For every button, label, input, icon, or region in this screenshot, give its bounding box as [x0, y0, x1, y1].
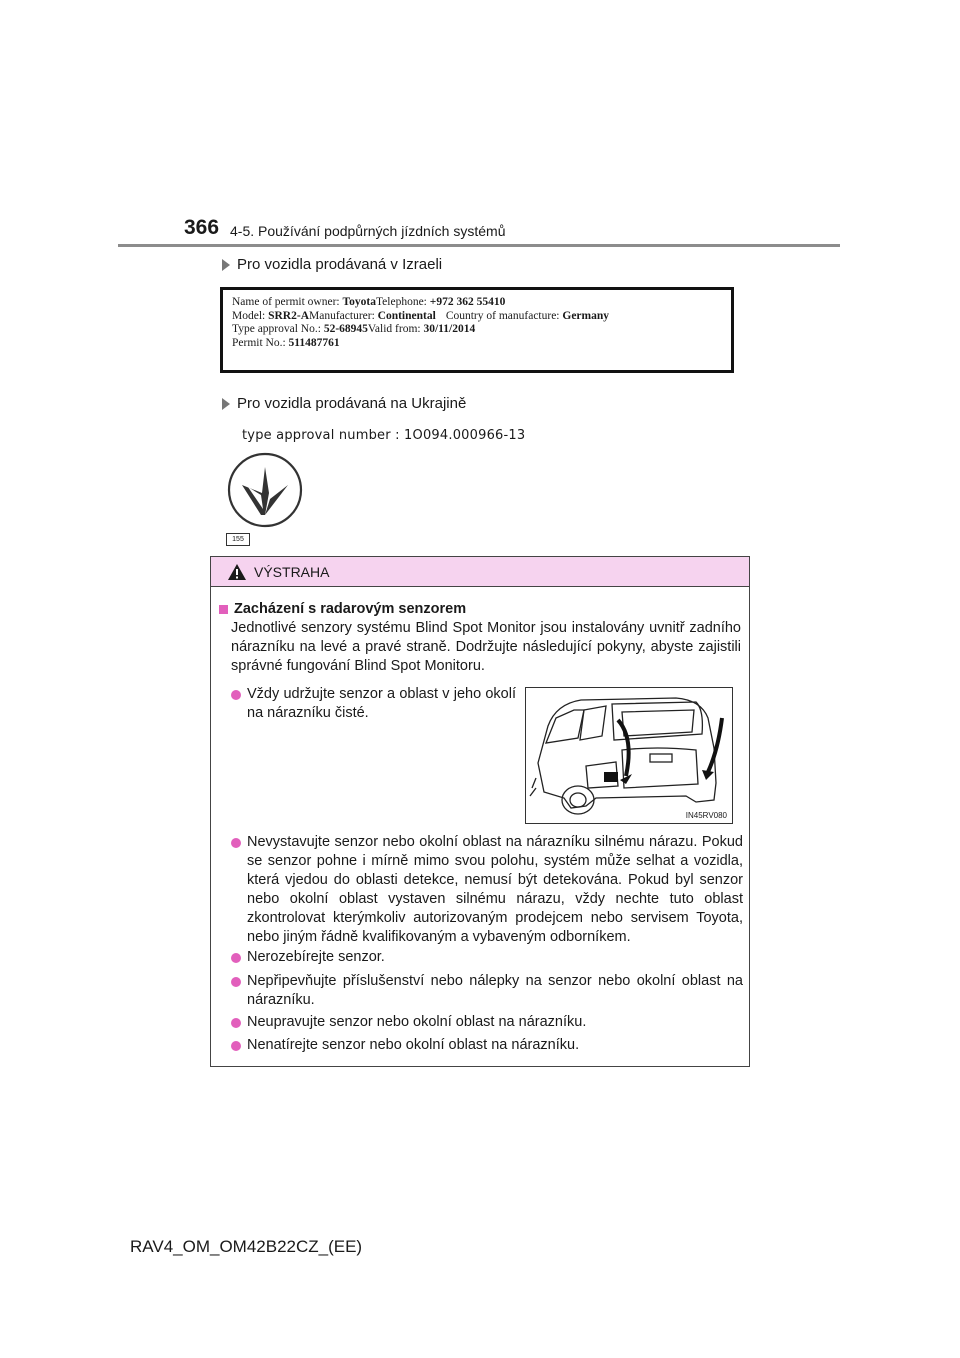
permit-line-2 [232, 310, 722, 324]
square-bullet-icon [219, 605, 228, 614]
circle-bullet-icon [231, 1018, 241, 1028]
bullet-text: Nenatírejte senzor nebo okolní oblast na nárazníku. [247, 1037, 580, 1053]
israel-heading-text: Pro vozidla prodávaná v Izraeli [237, 256, 443, 273]
document-code: RAV4_OM_OM42B22CZ_(EE) [130, 1237, 363, 1256]
manufacturer-label: Manufacturer: [309, 309, 378, 322]
ukraine-heading-text: Pro vozidla prodávaná na Ukrajině [237, 395, 467, 412]
bullet-text: Neupravujte senzor nebo okolní oblast na nárazníku. [247, 1014, 587, 1030]
permit-line-1 [232, 296, 722, 310]
list-item [231, 685, 516, 723]
header-divider [118, 244, 840, 247]
circle-bullet-icon [231, 690, 241, 700]
suv-rear-illustration [526, 688, 732, 823]
ukraine-approval-number: type approval number : 1O094.000966-13 [242, 428, 526, 443]
bullet-text: Nepřipevňujte příslušenství nebo nálepky na senzor nebo okolní oblast na nárazníku. [247, 973, 743, 1008]
permit-line-4 [232, 337, 722, 351]
arrow-right-icon [222, 259, 230, 271]
israel-permit-label [220, 287, 734, 373]
country-value: Germany [562, 309, 610, 322]
ukrsepro-certification-mark-icon [226, 451, 304, 529]
list-item [231, 1036, 743, 1055]
israel-heading [222, 256, 442, 273]
circle-bullet-icon [231, 838, 241, 848]
model-value: SRR2-A [268, 309, 309, 322]
country-label: Country of manufacture: [445, 309, 563, 322]
permit-no-label: Permit No.: [232, 336, 289, 349]
warning-header [211, 557, 749, 587]
warning-label: VÝSTRAHA [254, 564, 330, 580]
circle-bullet-icon [231, 953, 241, 963]
valid-from-value: 30/11/2014 [423, 323, 476, 335]
rear-bumper-sensor-figure [525, 687, 733, 824]
page-number: 366 [184, 216, 220, 239]
circle-bullet-icon [231, 1041, 241, 1051]
warning-triangle-icon [227, 563, 247, 581]
telephone-value: +972 362 55410 [429, 296, 506, 308]
warning-box [210, 556, 750, 1067]
permit-owner-value: Toyota [342, 296, 376, 308]
warning-intro: Jednotlivé senzory systému Blind Spot Monitor jsou instalovány uvnitř zadního nárazníku na levé a pravé straně. Dodržujte následující pokyny, abyste zajistili správné fungování Blind Spot Monitoru. [231, 620, 741, 674]
bullet-text: Vždy udržujte senzor a oblast v jeho okolí na nárazníku čisté. [247, 686, 516, 721]
section-title: 4-5. Používání podpůrných jízdních systémů [230, 223, 506, 239]
circle-bullet-icon [231, 977, 241, 987]
permit-no-value: 511487761 [288, 336, 340, 349]
bullet-text: Nevystavujte senzor nebo okolní oblast na nárazníku silnému nárazu. Pokud se senzor pohne i mírně mimo svou polohu, systém může selhat a vozidla, která vjedou do oblasti detekce, nemusí být detekována. Pokud byl senzor nebo okolní oblast vystaven silnému nárazu, vždy nechte tuto oblast zkontrolovat kterýmkoliv autorizovaným prodejcem nebo servisem Toyota, nebo jiným řádně kvalifikovaným a vybaveným odborníkem. [247, 834, 743, 945]
permit-owner-label: Name of permit owner: [232, 296, 343, 308]
list-item [231, 948, 743, 967]
list-item [231, 833, 743, 947]
ukraine-heading [222, 395, 466, 412]
manufacturer-value: Continental [377, 309, 436, 322]
permit-line-3 [232, 323, 722, 337]
warning-heading [219, 601, 466, 617]
figure-code: IN45RV080 [685, 811, 727, 820]
ukraine-logo-code: 155 [226, 533, 250, 546]
model-label: Model: [232, 309, 269, 322]
type-approval-label: Type approval No.: [232, 323, 324, 335]
arrow-right-icon [222, 398, 230, 410]
telephone-label: Telephone: [375, 296, 430, 308]
type-approval-value: 52-68945 [323, 323, 368, 335]
list-item [231, 1013, 743, 1032]
warning-heading-text: Zacházení s radarovým senzorem [234, 601, 467, 617]
bullet-text: Nerozebírejte senzor. [247, 949, 385, 965]
valid-from-label: Valid from: [367, 323, 424, 335]
list-item [231, 972, 743, 1010]
